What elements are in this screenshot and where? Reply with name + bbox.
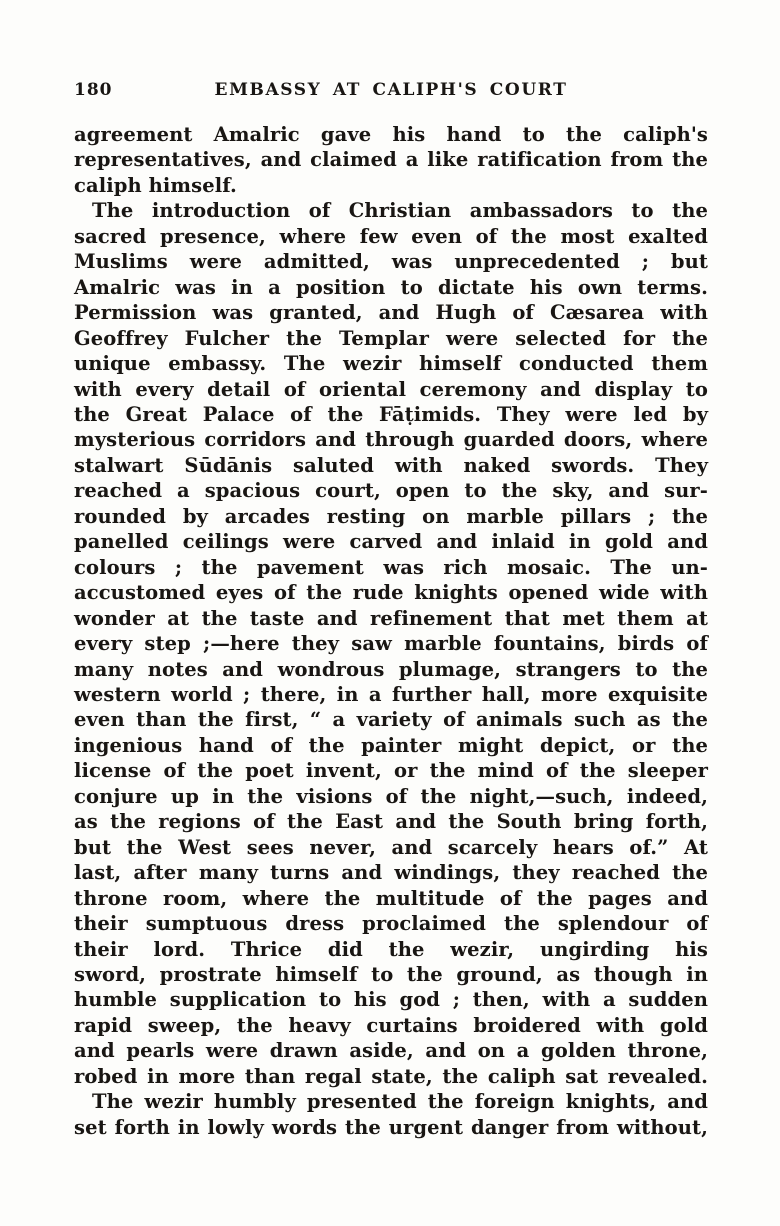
text-line: Amalric was in a position to dictate his own terms.: [74, 275, 708, 299]
text-line: Permission was granted, and Hugh of Cæsarea with: [74, 301, 708, 325]
text-line: throne room, where the multitude of the pages and: [74, 886, 708, 910]
text-line: wonder at the taste and refinement that met them at: [74, 606, 708, 630]
text-line: their sumptuous dress proclaimed the splendour of: [74, 912, 708, 936]
text-line: stalwart Sūdānis saluted with naked swords. They: [74, 453, 708, 477]
text-line: western world ; there, in a further hall, more exquisite: [74, 682, 708, 706]
paragraph: [74, 122, 708, 198]
text-line: many notes and wondrous plumage, strangers to the: [74, 657, 708, 681]
text-line: panelled ceilings were carved and inlaid in gold and: [74, 530, 708, 554]
text-line: ingenious hand of the painter might depict, or the: [74, 733, 708, 757]
text-line: as the regions of the East and the South bring forth,: [74, 810, 708, 834]
text-line: but the West sees never, and scarcely hears of.” At: [74, 835, 708, 859]
running-head-title: EMBASSY AT CALIPH'S COURT: [214, 80, 568, 100]
text-line: colours ; the pavement was rich mosaic. The un-: [74, 555, 708, 579]
text-line: reached a spacious court, open to the sky, and sur-: [74, 479, 708, 503]
text-line: with every detail of oriental ceremony and display to: [74, 377, 708, 401]
paragraph: [74, 1089, 708, 1140]
text-line: set forth in lowly words the urgent danger from without,: [74, 1115, 708, 1139]
text-line: license of the poet invent, or the mind of the sleeper: [74, 759, 708, 783]
text-block: [74, 122, 708, 1140]
text-line: Muslims were admitted, was unprecedented ; but: [74, 250, 708, 274]
text-line: their lord. Thrice did the wezir, ungirding his: [74, 937, 708, 961]
text-line: The wezir humbly presented the foreign knights, and: [92, 1090, 708, 1114]
text-line: and pearls were drawn aside, and on a golden throne,: [74, 1039, 708, 1063]
paragraph: [74, 198, 708, 1089]
text-line: every step ;—here they saw marble fountains, birds of: [74, 632, 708, 656]
text-line: mysterious corridors and through guarded doors, where: [74, 428, 708, 452]
text-line: last, after many turns and windings, they reached the: [74, 861, 708, 885]
running-header: [74, 80, 708, 104]
text-line: the Great Palace of the Fāṭimids. They were led by: [74, 402, 708, 426]
text-line: conjure up in the visions of the night,—such, indeed,: [74, 784, 708, 808]
text-line: The introduction of Christian ambassadors to the: [92, 199, 708, 223]
text-line: sacred presence, where few even of the most exalted: [74, 224, 708, 248]
text-line: Geoffrey Fulcher the Templar were selected for the: [74, 326, 708, 350]
text-line: accustomed eyes of the rude knights opened wide with: [74, 581, 708, 605]
text-line: robed in more than regal state, the caliph sat revealed.: [74, 1064, 708, 1088]
text-line: sword, prostrate himself to the ground, as though in: [74, 962, 708, 986]
text-line: agreement Amalric gave his hand to the caliph's: [74, 123, 708, 146]
page-number: 180: [74, 80, 113, 100]
text-line: even than the first, “ a variety of animals such as the: [74, 708, 708, 732]
text-line: representatives, and claimed a like ratification from the: [74, 148, 708, 172]
text-line: caliph himself.: [74, 173, 237, 197]
text-line: unique embassy. The wezir himself conducted them: [74, 352, 708, 376]
text-line: rapid sweep, the heavy curtains broidered with gold: [74, 1013, 708, 1037]
text-line: rounded by arcades resting on marble pillars ; the: [74, 504, 708, 528]
text-line: humble supplication to his god ; then, with a sudden: [74, 988, 708, 1012]
